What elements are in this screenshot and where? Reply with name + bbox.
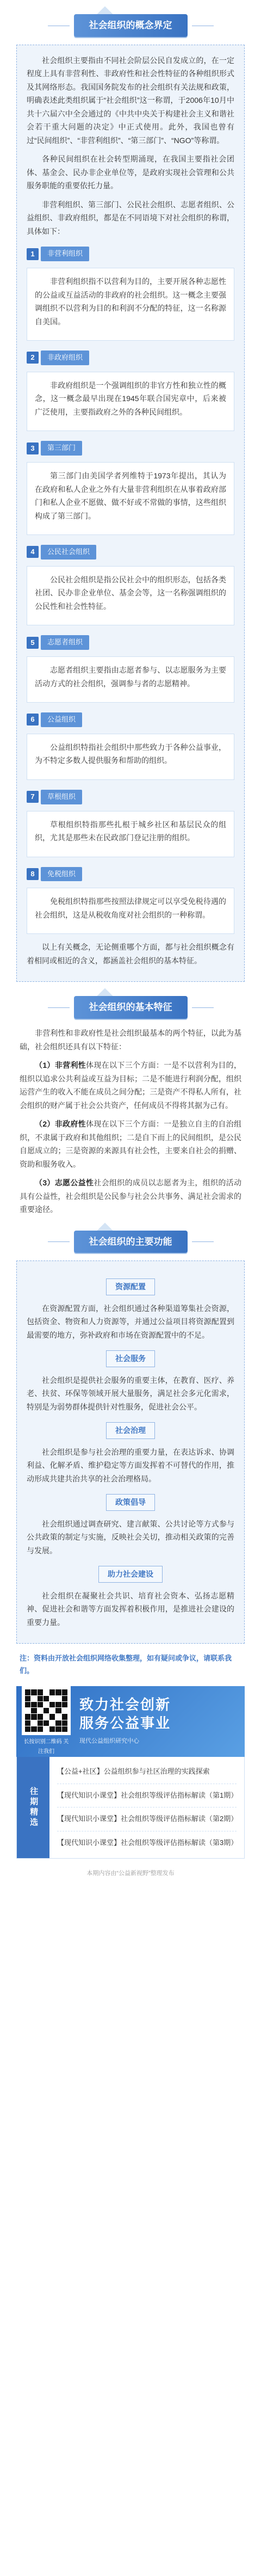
recommend-label: 往期精选 [17, 1757, 49, 1858]
concept-card: 草根组织特指那些扎根于城乡社区和基层民众的组织，尤其是那些未在民政部门登记注册的组织。 [27, 811, 234, 857]
banner-line-1: 致力社会创新 [79, 1696, 171, 1713]
section-2-header [49, 996, 212, 1019]
function-paragraph: 社会组织是参与社会治理的重要力量，在表达诉求、协调利益、化解矛盾、维护稳定等方面发挥着不可替代的作用，推动形成共建共治共享的社会治理格局。 [27, 1447, 234, 1483]
intro-paragraph: 各种民间组织在社会转型期涌现，在我国主要指社会团体、基金会、民办非企业单位等，是政府实现社会管理和公共服务职能的重要依托力量。 [27, 155, 234, 190]
function-paragraph: 社会组织通过调查研究、建言献策、公共讨论等方式参与公共政策的制定与实施，反映社会关切，推动相关政策的完善与发展。 [27, 1519, 234, 1555]
function-paragraph: 社会组织在凝聚社会共识、培育社会资本、弘扬志愿精神、促进社会和谐等方面发挥着积极作用，是推进社会建设的重要力量。 [27, 1591, 234, 1627]
concept-card: 免税组织特指那些按照法律规定可以享受免税待遇的社会组织，这是从税收角度对社会组织的一种称谓。 [27, 888, 234, 934]
function-subtitle: 助力社会建设 [27, 1566, 234, 1583]
concept-tag: 6 公益组织 [27, 712, 82, 727]
concept-card: 志愿者组织主要指由志愿者参与、以志愿服务为主要活动方式的社会组织，强调参与者的志愿精神。 [27, 656, 234, 703]
function-subtitle: 政策倡导 [27, 1494, 234, 1511]
recommend-link[interactable]: 【现代知识小课堂】社会组织等级评估指标解读（第2期） [57, 1807, 237, 1831]
concept-tag: 3 第三部门 [27, 441, 82, 456]
recommend-items [49, 1757, 244, 1858]
qr-block [22, 1686, 71, 1756]
concept-card: 第三部门由美国学者列维特于1973年提出，其认为在政府和私人企业之外有大量非营利组织在从事着政府部门和私人企业不愿做、做不好或不常做的事情，这些组织构成了第三部门。 [27, 462, 234, 535]
banner-text [79, 1696, 171, 1747]
intro-paragraph: 社会组织主要指由不同社会阶层公民自发成立的，在一定程度上具有非营利性、非政府性和社会性特征的各种组织形式及其网络形态。我国国务院发布的社会组织有关法规和政策，明确表述此类组织属于“社会组织”这一称谓，于2006年10月中共十六届六中全会通过的《中共中央关于构建社会主义和谐社会若干重大问题的决定》中正式使用。此外，我国也曾有过“民间组织”、“非营利组织”、“第三部门”、“NGO”等称谓。 [27, 56, 234, 145]
section-1-box [16, 45, 245, 982]
feature-paragraph: （3）志愿公益性社会组织的成员以志愿者为主，组织的活动具有公益性，社会组织是公民参与社会公共事务、满足社会需求的重要途径。 [20, 1178, 241, 1214]
concept-card: 公民社会组织是指公民社会中的组织形态，包括各类社团、民办非企业单位、基金会等，这一名称强调组织的公民性和社会性特征。 [27, 566, 234, 626]
source-note: 注：资料由开放社会组织网络收集整理，如有疑问或争议，请联系我们。 [20, 1654, 232, 1675]
qr-caption: 长按识别二维码 关注我们 [23, 1739, 69, 1755]
function-subtitle: 资源配置 [27, 1278, 234, 1295]
function-subtitle: 社会治理 [27, 1422, 234, 1439]
promo-banner [16, 1686, 245, 1757]
function-paragraph: 社会组织是提供社会服务的重要主体，在教育、医疗、养老、扶贫、环保等领域开展大量服务，满足社会多元化需求，特别是为弱势群体提供针对性服务，促进社会公平。 [27, 1375, 234, 1411]
feature-paragraph: （2）非政府性体现在以下三个方面：一是独立自主的自治组织，不隶属于政府和其他组织；二是自下而上的民间组织，是公民自愿成立的；三是资源的来源具有社会性，主要来自社会的捐赠、资助和服务收入。 [20, 1120, 241, 1169]
concept-tag: 1 非营利组织 [27, 247, 89, 261]
section-3-header [49, 1231, 212, 1253]
section-3-box [16, 1261, 245, 1644]
concept-card: 非营利组织指不以营利为目的，主要开展各种志愿性的公益或互益活动的非政府的社会组织。这一概念主要强调组织不以营利为目的和利润不分配的特征，这一名称源自美国。 [27, 268, 234, 341]
function-subtitle: 社会服务 [27, 1350, 234, 1367]
concept-tag: 7 草根组织 [27, 790, 82, 804]
concept-card: 公益组织特指社会组织中那些致力于各种公益事业，为不特定多数人提供服务和帮助的组织。 [27, 734, 234, 780]
banner-line-2: 服务公益事业 [79, 1715, 171, 1732]
footer-text: 本期内容由“公益新视野”整理发布 [86, 1870, 175, 1877]
section-1-title: 社会组织的概念界定 [74, 14, 188, 37]
concept-card: 非政府组织是一个强调组织的非官方性和独立性的概念，这一概念最早出现在1945年联合国宪章中，后来被广泛使用，主要指政府之外的各种民间组织。 [27, 372, 234, 432]
qr-code-icon[interactable] [22, 1686, 71, 1735]
recommend-list [16, 1757, 245, 1859]
concept-tag: 4 公民社会组织 [27, 545, 96, 560]
section-1-header [49, 14, 212, 37]
section-2-body [0, 1026, 261, 1216]
recommend-link[interactable]: 【现代知识小课堂】社会组织等级评估指标解读（第1期） [57, 1784, 237, 1808]
section-2-title: 社会组织的基本特征 [74, 996, 188, 1019]
function-paragraph: 在资源配置方面，社会组织通过各种渠道筹集社会资源，包括资金、物资和人力资源等，并通过公益项目将资源配置到最需要的地方，弥补政府和市场在资源配置中的不足。 [27, 1304, 234, 1339]
concept-tag: 8 免税组织 [27, 867, 82, 882]
feature-paragraph: （1）非营利性体现在以下三个方面：一是不以营利为目的，组织以追求公共利益或互益为目标；二是不能进行利润分配，组织运营产生的收入不能在成员之间分配；三是资产不得私人所有，社会组织的财产属于社会公共资产，任何成员不得将其据为己有。 [20, 1061, 241, 1110]
closing-paragraph: 以上有关概念，无论侧重哪个方面，都与社会组织概念有着相同或相近的含义，都涵盖社会组织的基本特征。 [27, 943, 234, 965]
recommend-link[interactable]: 【现代知识小课堂】社会组织等级评估指标解读（第3期） [57, 1839, 238, 1847]
section-2-intro: 非营利性和非政府性是社会组织最基本的两个特征，以此为基础，社会组织还具有以下特征： [20, 1029, 241, 1051]
banner-subtitle: 现代公益组织研究中心 [79, 1737, 139, 1744]
section-3-title: 社会组织的主要功能 [74, 1231, 188, 1253]
recommend-link[interactable]: 【公益+社区】公益组织参与社区治理的实践探索 [57, 1760, 237, 1784]
concept-intro: 非营利组织、第三部门、公民社会组织、志愿者组织、公益组织、非政府组织，都是在不同语境下对社会组织的称谓，具体如下： [27, 200, 234, 236]
concept-tag: 5 志愿者组织 [27, 635, 89, 650]
concept-tag: 2 非政府组织 [27, 351, 89, 365]
